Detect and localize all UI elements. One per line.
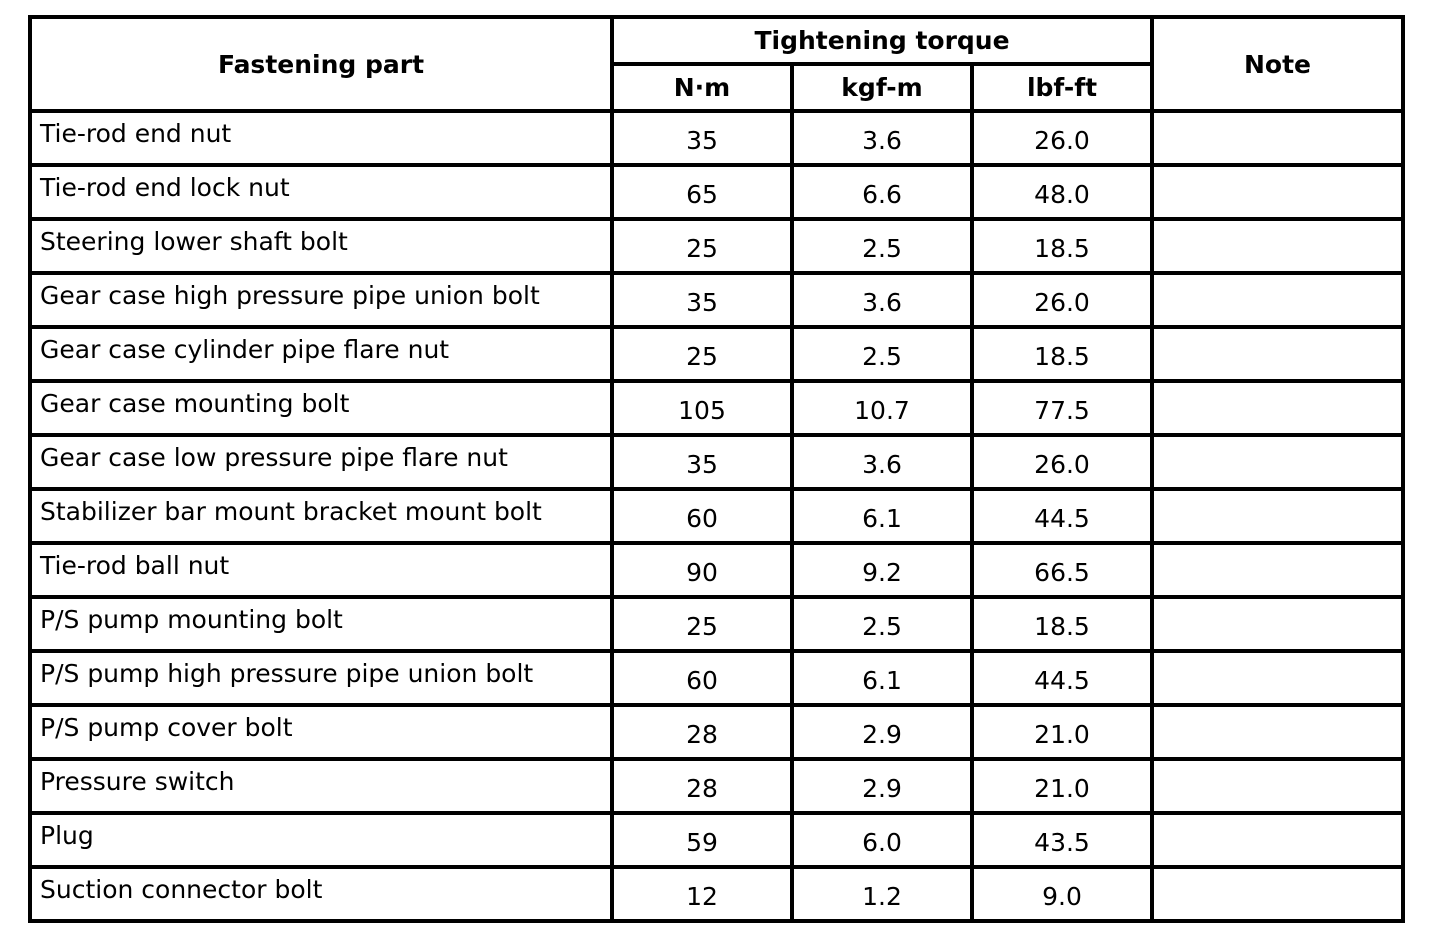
torque-kgf-cell: 6.1	[792, 489, 972, 543]
torque-spec-table	[28, 15, 1405, 923]
header-fastening-part: Fastening part	[30, 17, 612, 111]
torque-lbf-cell: 9.0	[972, 867, 1152, 921]
torque-nm-cell: 35	[612, 111, 792, 165]
note-cell	[1152, 489, 1403, 543]
fastening-part-cell: Suction connector bolt	[30, 867, 612, 921]
fastening-part-cell: Gear case high pressure pipe union bolt	[30, 273, 612, 327]
fastening-part-cell: Tie-rod end lock nut	[30, 165, 612, 219]
header-row-primary	[30, 17, 1403, 64]
header-unit-kgf: kgf-m	[792, 64, 972, 111]
torque-nm-cell: 28	[612, 759, 792, 813]
torque-nm-cell: 25	[612, 219, 792, 273]
fastening-part-cell: P/S pump high pressure pipe union bolt	[30, 651, 612, 705]
fastening-part-cell: Gear case mounting bolt	[30, 381, 612, 435]
fastening-part-cell: Steering lower shaft bolt	[30, 219, 612, 273]
torque-lbf-cell: 18.5	[972, 219, 1152, 273]
torque-lbf-cell: 21.0	[972, 759, 1152, 813]
note-cell	[1152, 705, 1403, 759]
header-note: Note	[1152, 17, 1403, 111]
torque-kgf-cell: 2.9	[792, 705, 972, 759]
table-row	[30, 759, 1403, 813]
note-cell	[1152, 381, 1403, 435]
torque-kgf-cell: 1.2	[792, 867, 972, 921]
note-cell	[1152, 543, 1403, 597]
fastening-part-cell: Stabilizer bar mount bracket mount bolt	[30, 489, 612, 543]
header-unit-nm: N·m	[612, 64, 792, 111]
fastening-part-cell: P/S pump cover bolt	[30, 705, 612, 759]
torque-kgf-cell: 6.0	[792, 813, 972, 867]
torque-nm-cell: 35	[612, 435, 792, 489]
torque-nm-cell: 105	[612, 381, 792, 435]
table-row	[30, 651, 1403, 705]
torque-kgf-cell: 3.6	[792, 435, 972, 489]
table-row	[30, 543, 1403, 597]
table-body	[30, 111, 1403, 921]
torque-lbf-cell: 18.5	[972, 597, 1152, 651]
fastening-part-cell: Tie-rod ball nut	[30, 543, 612, 597]
fastening-part-cell: Pressure switch	[30, 759, 612, 813]
table-row	[30, 327, 1403, 381]
torque-lbf-cell: 66.5	[972, 543, 1152, 597]
torque-kgf-cell: 2.5	[792, 327, 972, 381]
torque-nm-cell: 25	[612, 597, 792, 651]
note-cell	[1152, 597, 1403, 651]
table-row	[30, 435, 1403, 489]
torque-lbf-cell: 48.0	[972, 165, 1152, 219]
torque-kgf-cell: 9.2	[792, 543, 972, 597]
note-cell	[1152, 327, 1403, 381]
header-unit-lbf: lbf-ft	[972, 64, 1152, 111]
torque-kgf-cell: 2.5	[792, 219, 972, 273]
note-cell	[1152, 219, 1403, 273]
table-row	[30, 489, 1403, 543]
torque-lbf-cell: 18.5	[972, 327, 1152, 381]
torque-nm-cell: 28	[612, 705, 792, 759]
torque-lbf-cell: 26.0	[972, 435, 1152, 489]
torque-nm-cell: 12	[612, 867, 792, 921]
note-cell	[1152, 651, 1403, 705]
torque-nm-cell: 59	[612, 813, 792, 867]
torque-kgf-cell: 2.9	[792, 759, 972, 813]
header-tightening-torque: Tightening torque	[612, 17, 1152, 64]
torque-nm-cell: 35	[612, 273, 792, 327]
table-header	[30, 17, 1403, 111]
torque-nm-cell: 60	[612, 651, 792, 705]
torque-nm-cell: 25	[612, 327, 792, 381]
torque-lbf-cell: 26.0	[972, 111, 1152, 165]
torque-kgf-cell: 3.6	[792, 111, 972, 165]
table-row	[30, 273, 1403, 327]
torque-kgf-cell: 2.5	[792, 597, 972, 651]
torque-kgf-cell: 6.6	[792, 165, 972, 219]
table-row	[30, 705, 1403, 759]
note-cell	[1152, 165, 1403, 219]
table-row	[30, 165, 1403, 219]
torque-kgf-cell: 3.6	[792, 273, 972, 327]
table-row	[30, 381, 1403, 435]
torque-lbf-cell: 44.5	[972, 651, 1152, 705]
torque-lbf-cell: 21.0	[972, 705, 1152, 759]
table-row	[30, 111, 1403, 165]
table-row	[30, 597, 1403, 651]
fastening-part-cell: P/S pump mounting bolt	[30, 597, 612, 651]
note-cell	[1152, 435, 1403, 489]
torque-kgf-cell: 10.7	[792, 381, 972, 435]
note-cell	[1152, 813, 1403, 867]
torque-nm-cell: 90	[612, 543, 792, 597]
torque-lbf-cell: 43.5	[972, 813, 1152, 867]
torque-nm-cell: 60	[612, 489, 792, 543]
note-cell	[1152, 759, 1403, 813]
note-cell	[1152, 273, 1403, 327]
torque-nm-cell: 65	[612, 165, 792, 219]
table-row	[30, 219, 1403, 273]
torque-lbf-cell: 26.0	[972, 273, 1152, 327]
torque-lbf-cell: 77.5	[972, 381, 1152, 435]
fastening-part-cell: Tie-rod end nut	[30, 111, 612, 165]
note-cell	[1152, 111, 1403, 165]
table-row	[30, 813, 1403, 867]
torque-kgf-cell: 6.1	[792, 651, 972, 705]
fastening-part-cell: Gear case cylinder pipe flare nut	[30, 327, 612, 381]
table-row	[30, 867, 1403, 921]
fastening-part-cell: Plug	[30, 813, 612, 867]
torque-lbf-cell: 44.5	[972, 489, 1152, 543]
note-cell	[1152, 867, 1403, 921]
fastening-part-cell: Gear case low pressure pipe flare nut	[30, 435, 612, 489]
